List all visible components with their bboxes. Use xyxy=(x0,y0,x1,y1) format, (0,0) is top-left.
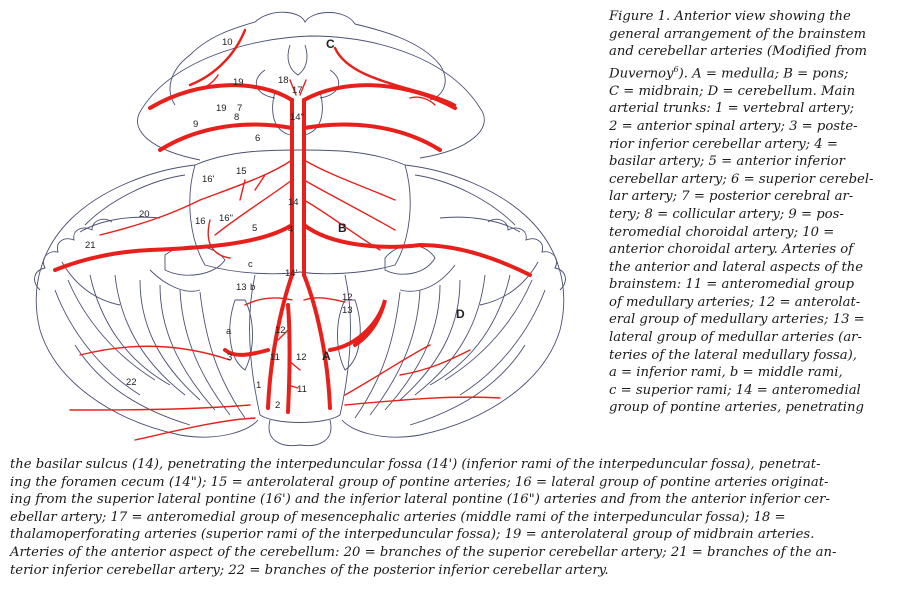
caption-citation: Duvernoy xyxy=(609,66,674,82)
label-19a: 19 xyxy=(233,77,244,88)
caption-line: 2 = anterior spinal artery; 3 = poste- xyxy=(609,118,858,134)
caption-line: and cerebellar arteries (Modified from xyxy=(609,44,867,60)
label-c: c xyxy=(248,259,253,270)
label-17: 17 xyxy=(292,85,303,96)
label-11a: 11 xyxy=(270,352,280,363)
caption-line: tery; 8 = collicular artery; 9 = pos- xyxy=(609,206,844,222)
label-cerebellum: D xyxy=(456,307,465,321)
caption-line: ebellar artery; 17 = anteromedial group of mesencephalic arteries (middle rami of the interpeduncular fossa); 18 = xyxy=(10,509,786,525)
label-16pp: 16" xyxy=(219,213,233,224)
citation-superscript: 6 xyxy=(673,64,679,74)
label-5: 5 xyxy=(252,223,258,234)
caption-line: brainstem: 11 = anteromedial group xyxy=(609,277,855,293)
caption-line: c = superior rami; 14 = anteromedial xyxy=(609,382,861,398)
label-9: 9 xyxy=(193,119,199,130)
brain-outline xyxy=(35,12,566,445)
label-7: 7 xyxy=(237,103,243,114)
label-19b: 19 xyxy=(216,103,227,114)
label-15: 15 xyxy=(236,166,247,177)
caption-line: Arteries of the anterior aspect of the cerebellum: 20 = branches of the superior cerebellar artery; 21 = branches of the an- xyxy=(10,544,837,560)
label-13a: 13 xyxy=(236,282,247,293)
label-13b: 13 xyxy=(342,305,353,316)
superior-cerebellar-artery xyxy=(160,124,292,150)
caption-line: the basilar sulcus (14), penetrating the interpeduncular fossa (14') (inferior rami of the interpeduncular fossa), penetrat- xyxy=(10,457,821,472)
label-10: 10 xyxy=(222,37,233,48)
label-14pp: 14" xyxy=(290,112,304,123)
caption-line: cerebellar artery; 6 = superior cerebel- xyxy=(609,171,874,187)
caption-line: lar artery; 7 = posterior cerebral ar- xyxy=(609,189,854,205)
label-14p: 14' xyxy=(285,268,298,279)
label-3: 3 xyxy=(227,352,233,363)
label-16p: 16' xyxy=(202,174,215,185)
label-a: a xyxy=(226,326,232,337)
caption-line: thalamoperforating arteries (superior rami of the interpeduncular fossa); 19 = anterolateral group of midbrain arteries. xyxy=(10,527,815,543)
label-14: 14 xyxy=(288,197,299,208)
label-4: 4 xyxy=(288,224,294,235)
caption-line: ing from the superior lateral pontine (16') and the inferior lateral pontine (16") arteries and from the anterior inferior cer- xyxy=(10,492,830,508)
caption-line: the anterior and lateral aspects of the xyxy=(609,259,864,275)
caption-line: Figure 1. Anterior view showing the xyxy=(609,9,851,24)
label-12b: 12 xyxy=(296,352,307,363)
label-pons: B xyxy=(338,221,347,235)
caption-line: arterial trunks: 1 = vertebral artery; xyxy=(609,101,855,117)
label-21: 21 xyxy=(85,240,96,251)
caption-line: terior inferior cerebellar artery; 22 = branches of the posterior inferior cerebellar artery. xyxy=(10,562,609,578)
label-6: 6 xyxy=(255,133,261,144)
caption-line: basilar artery; 5 = anterior inferior xyxy=(609,154,845,170)
caption-line: teromedial choroidal artery; 10 = xyxy=(609,224,835,240)
caption-line: general arrangement of the brainstem xyxy=(609,26,866,42)
label-12c: 12 xyxy=(342,292,353,303)
figure-caption-bottom xyxy=(10,456,900,579)
caption-line: rior inferior cerebellar artery; 4 = xyxy=(609,136,838,152)
label-11b: 11 xyxy=(297,384,307,395)
caption-line: anterior choroidal artery. Arteries of xyxy=(609,242,854,258)
caption-line xyxy=(609,61,899,83)
label-22: 22 xyxy=(126,377,137,388)
label-1: 1 xyxy=(256,380,262,391)
figure-caption-right xyxy=(609,8,899,417)
label-midbrain: C xyxy=(326,37,335,51)
label-16: 16 xyxy=(195,216,206,227)
anterior-spinal-artery xyxy=(288,305,290,412)
caption-line: a = inferior rami, b = middle rami, xyxy=(609,365,843,381)
label-18: 18 xyxy=(278,75,289,86)
label-12a: 12 xyxy=(275,325,286,336)
label-b: b xyxy=(250,282,256,293)
caption-line: of medullary arteries; 12 = anterolat- xyxy=(609,294,861,310)
caption-line: lateral group of medullar arteries (ar- xyxy=(609,330,862,346)
vertebral-artery-right xyxy=(304,275,330,408)
caption-line: ing the foramen cecum (14"); 15 = anterolateral group of pontine arteries; 16 = lateral group of pontine arteries originat- xyxy=(10,474,829,490)
label-20: 20 xyxy=(139,209,150,220)
caption-line: C = midbrain; D = cerebellum. Main xyxy=(609,83,856,99)
caption-line: group of pontine arteries, penetrating xyxy=(609,400,864,416)
caption-line: teries of the lateral medullary fossa), xyxy=(609,347,857,363)
label-medulla: A xyxy=(322,349,331,363)
label-2: 2 xyxy=(275,400,281,411)
caption-line: eral group of medullary arteries; 13 = xyxy=(609,312,865,328)
label-8: 8 xyxy=(234,112,240,123)
caption-text: ). A = medulla; B = pons; xyxy=(678,66,849,82)
